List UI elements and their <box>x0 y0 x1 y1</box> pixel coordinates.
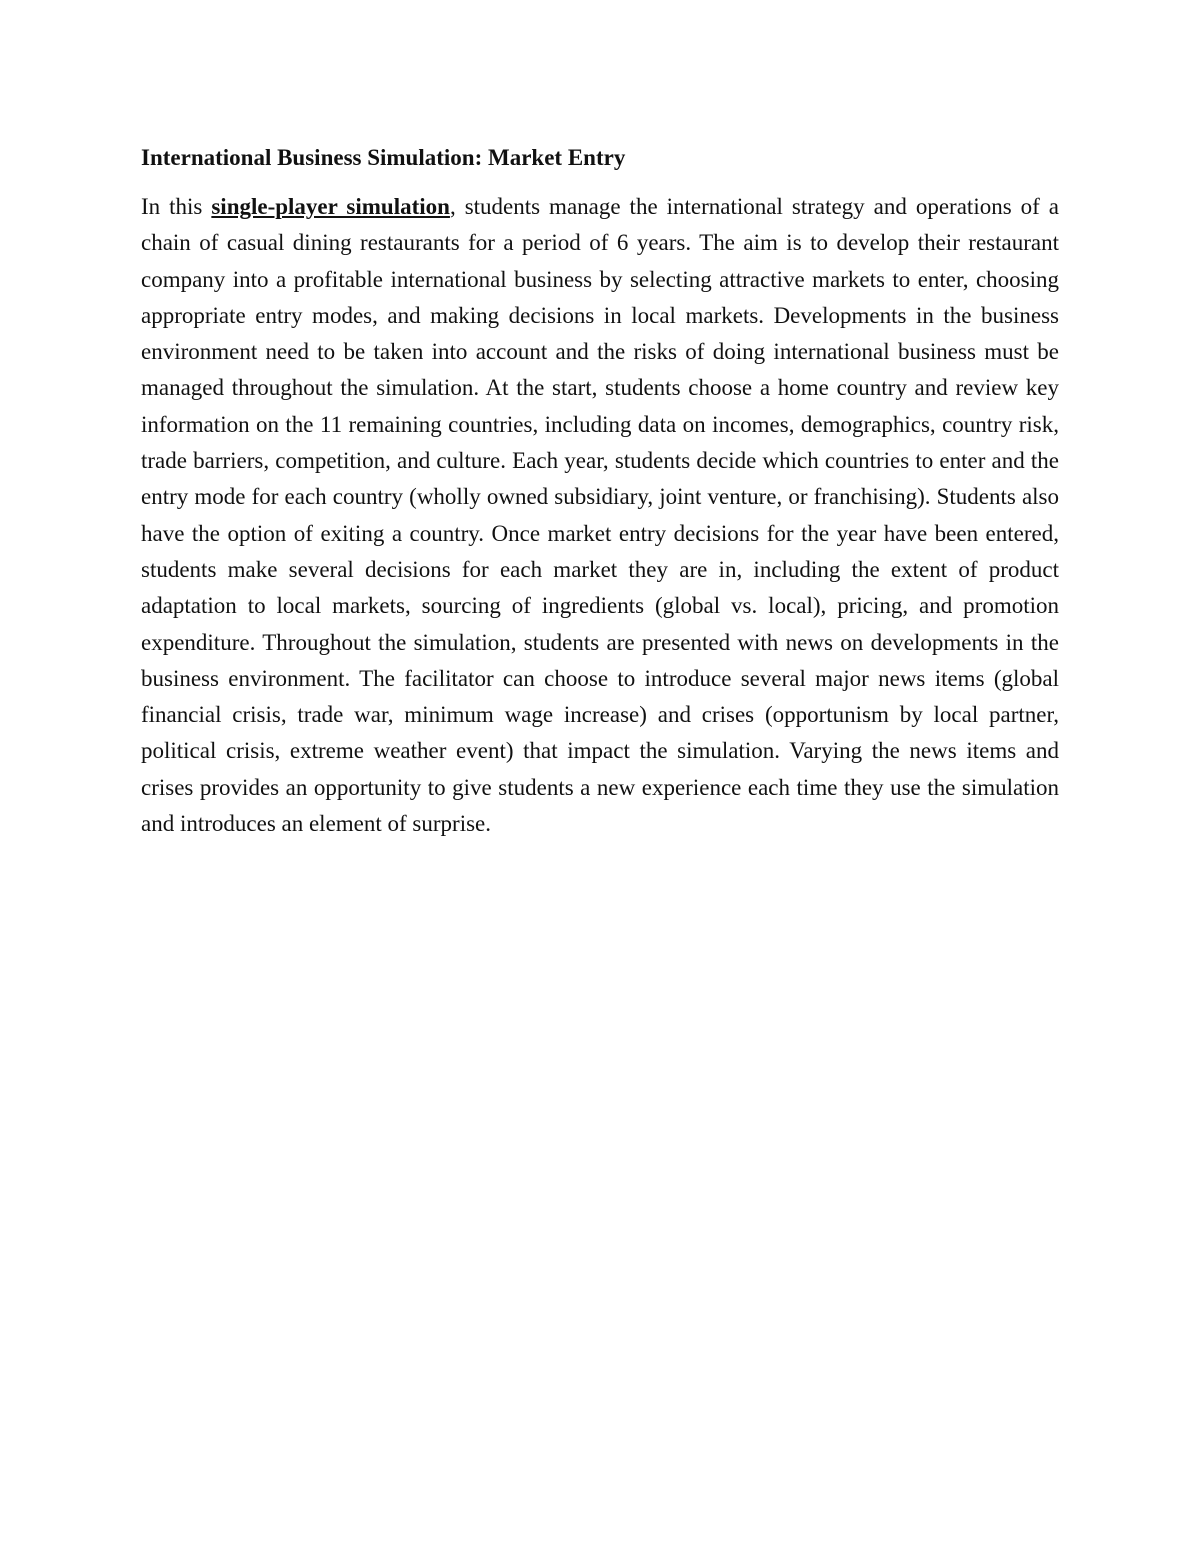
paragraph-body-text: , students manage the international strategy and operations of a chain of casual dining restaurants for a period of 6 years. The aim is to develop their restaurant company into a profitable international business by selecting attractive markets to enter, choosing appropriate entry modes, and making decisions in local markets. Developments in the business environment need to be taken into account and the risks of doing international business must be managed throughout the simulation. At the start, students choose a home country and review key information on the 11 remaining countries, including data on incomes, demographics, country risk, trade barriers, competition, and culture. Each year, students decide which countries to enter and the entry mode for each country (wholly owned subsidiary, joint venture, or franchising). Students also have the option of exiting a country. Once market entry decisions for the year have been entered, students make several decisions for each market they are in, including the extent of product adaptation to local markets, sourcing of ingredients (global vs. local), pricing, and promotion expenditure. Throughout the simulation, students are presented with news on developments in the business environment. The facilitator can choose to introduce several major news items (global financial crisis, trade war, minimum wage increase) and crises (opportunism by local partner, political crisis, extreme weather event) that impact the simulation. Varying the news items and crises provides an opportunity to give students a new experience each time they use the simulation and introduces an element of surprise. <box>141 194 1059 837</box>
document-title: International Business Simulation: Market Entry <box>141 145 626 170</box>
single-player-simulation-link[interactable]: single-player simulation <box>211 194 450 219</box>
paragraph-intro-text: In this <box>141 194 212 219</box>
body-paragraph <box>141 189 1059 842</box>
document-page <box>141 140 1059 842</box>
